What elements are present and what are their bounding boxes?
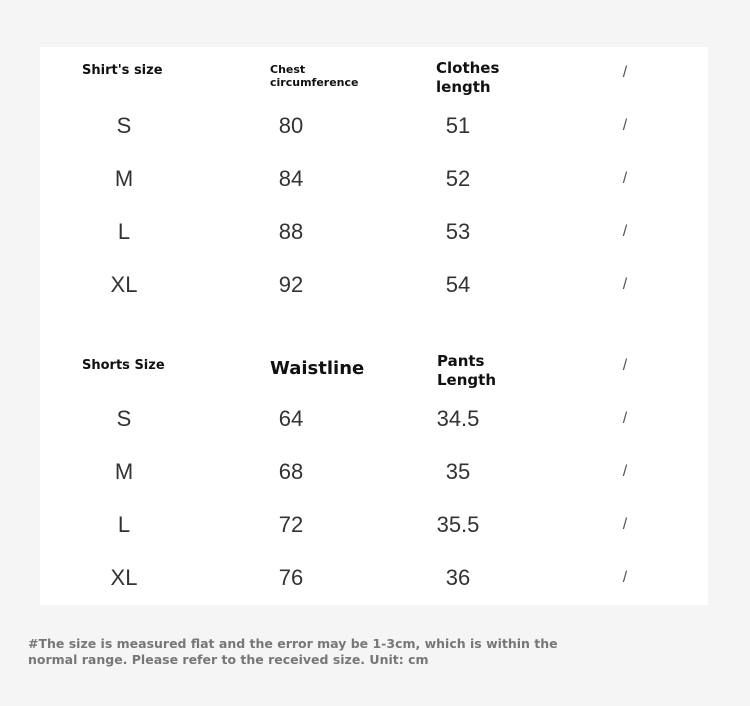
size-chart-panel xyxy=(40,47,708,605)
shorts-size-cell: L xyxy=(117,512,131,537)
shorts-size-cell: S xyxy=(116,406,132,431)
waistline-header: Waistline xyxy=(270,358,365,379)
shorts-size-cell: M xyxy=(114,459,134,484)
shorts-extra-cell: / xyxy=(622,410,628,427)
shirt-size-cell: L xyxy=(117,219,131,244)
clothes-length-header-line2: length xyxy=(436,78,491,96)
shirt-size-header: Shirt's size xyxy=(82,63,163,78)
shirt-length-cell: 54 xyxy=(445,272,471,297)
shorts-size-header: Shorts Size xyxy=(82,358,165,373)
shirt-length-cell: 52 xyxy=(445,166,471,191)
pants-length-header xyxy=(437,352,496,390)
shorts-waist-cell: 76 xyxy=(278,565,304,590)
shorts-extra-cell: / xyxy=(622,569,628,586)
chest-header-line2: circumference xyxy=(270,76,359,89)
shirt-size-cell: XL xyxy=(110,272,138,297)
shirt-chest-cell: 80 xyxy=(278,113,304,138)
shirt-size-cell: M xyxy=(114,166,134,191)
shirt-size-cell: S xyxy=(116,113,132,138)
shorts-length-cell: 35.5 xyxy=(436,512,480,537)
shorts-extra-cell: / xyxy=(622,463,628,480)
shirt-length-cell: 53 xyxy=(445,219,471,244)
shorts-waist-cell: 68 xyxy=(278,459,304,484)
shorts-length-cell: 35 xyxy=(445,459,471,484)
clothes-length-header-line1: Clothes xyxy=(436,59,500,77)
shorts-length-cell: 34.5 xyxy=(436,406,480,431)
shirt-extra-cell: / xyxy=(622,276,628,293)
shorts-waist-cell: 64 xyxy=(278,406,304,431)
pants-length-header-line1: Pants xyxy=(437,352,485,370)
clothes-length-header xyxy=(436,59,499,97)
shirt-chest-cell: 84 xyxy=(278,166,304,191)
shirt-extra-cell: / xyxy=(622,223,628,240)
shirt-extra-cell: / xyxy=(622,117,628,134)
shorts-extra-cell: / xyxy=(622,516,628,533)
shirt-extra-header: / xyxy=(622,64,628,81)
shirt-chest-cell: 92 xyxy=(278,272,304,297)
chest-header-line1: Chest xyxy=(270,63,306,76)
pants-length-header-line2: Length xyxy=(437,371,496,389)
shirt-length-cell: 51 xyxy=(445,113,471,138)
measurement-note: #The size is measured flat and the error may be 1-3cm, which is within the normal range. Please refer to the received size. Unit: cm xyxy=(28,636,558,667)
shirt-extra-cell: / xyxy=(622,170,628,187)
chest-circumference-header xyxy=(270,63,358,89)
shorts-size-cell: XL xyxy=(110,565,138,590)
shorts-waist-cell: 72 xyxy=(278,512,304,537)
shorts-length-cell: 36 xyxy=(445,565,471,590)
shorts-extra-header: / xyxy=(622,357,628,374)
shirt-chest-cell: 88 xyxy=(278,219,304,244)
